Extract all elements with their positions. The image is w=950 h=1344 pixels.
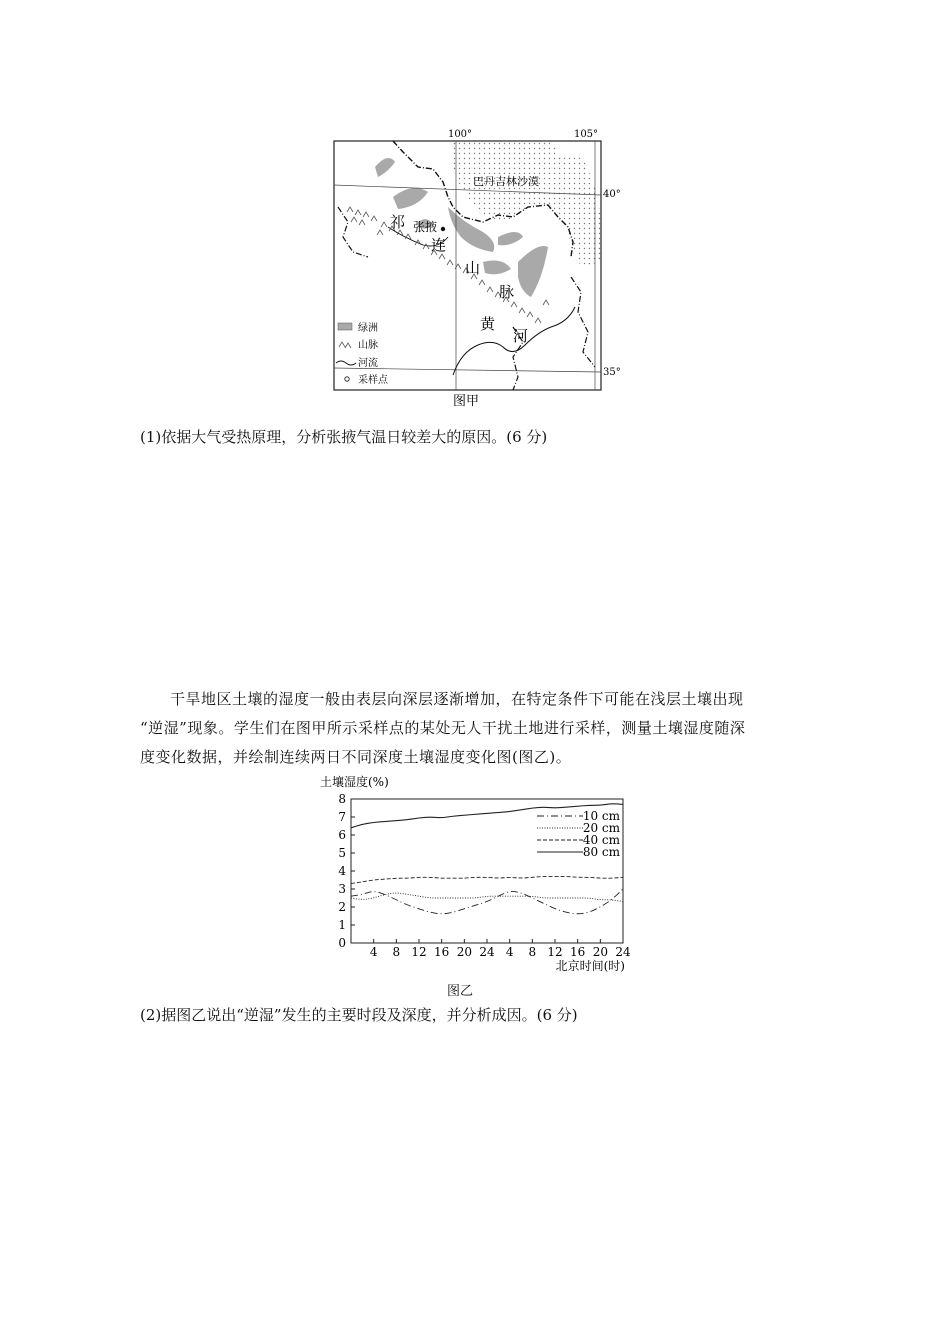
legend-label-20cm: 20 cm (582, 821, 620, 835)
question-2: (2)据图乙说出“逆湿”发生的主要时段及深度，并分析成因。(6 分) (140, 1006, 578, 1024)
intro-paragraph (140, 685, 820, 772)
legend-label-40cm: 40 cm (582, 833, 620, 847)
x-tick-label: 16 (570, 945, 586, 959)
x-tick-label: 4 (505, 945, 514, 959)
legend-river-label: 河流 (358, 358, 378, 369)
question-1: (1)依据大气受热原理，分析张掖气温日较差大的原因。(6 分) (140, 428, 548, 446)
x-tick-label: 4 (369, 945, 378, 959)
x-tick-label: 12 (411, 945, 427, 959)
y-tick-label: 3 (338, 882, 346, 896)
legend-oasis-swatch (338, 323, 352, 330)
legend-label-80cm: 80 cm (582, 845, 620, 859)
y-tick-label: 5 (338, 846, 346, 860)
chart-caption: 图乙 (446, 984, 473, 999)
y-tick-label: 4 (338, 864, 346, 878)
legend-mountain-label: 山脉 (358, 340, 378, 351)
x-tick-label: 24 (615, 945, 631, 959)
x-tick-label: 8 (392, 945, 401, 959)
map-figure (333, 127, 621, 412)
mountain-char-4: 脉 (499, 283, 515, 301)
y-tick-label: 8 (338, 792, 346, 806)
y-tick-label: 2 (338, 900, 346, 914)
map-svg (333, 127, 621, 412)
lat-label-35: 35° (603, 367, 621, 378)
y-tick-label: 6 (338, 828, 346, 842)
legend-oasis-label: 绿洲 (358, 323, 378, 334)
lon-label-105: 105° (573, 129, 599, 140)
city-label: 张掖 (413, 220, 438, 234)
series-line-40cm (351, 876, 623, 883)
legend-sample-label: 采样点 (358, 375, 388, 386)
series-line-10cm (351, 889, 623, 914)
y-axis-label: 土壤湿度(%) (320, 775, 389, 789)
paragraph-line-2: “逆湿”现象。学生们在图甲所示采样点的某处无人干扰土地进行采样，测量土壤湿度随深 (140, 719, 746, 737)
x-axis-label: 北京时间(时) (555, 959, 625, 973)
y-tick-label: 0 (338, 936, 346, 950)
y-tick-label: 1 (338, 918, 346, 932)
lon-label-100: 100° (447, 129, 473, 140)
legend-label-10cm: 10 cm (582, 809, 620, 823)
map-caption: 图甲 (452, 394, 480, 409)
desert-label: 巴丹吉林沙漠 (473, 175, 539, 188)
mountain-char-2: 连 (431, 236, 447, 254)
mountain-char-1: 祁 (390, 213, 406, 231)
paragraph-line-1: 干旱地区土壤的湿度一般由表层向深层逐渐增加，在特定条件下可能在浅层土壤出现 (170, 690, 744, 708)
river-char-2: 河 (513, 327, 529, 345)
y-tick-label: 7 (338, 810, 346, 824)
chart-svg (315, 773, 635, 978)
river-char-1: 黄 (480, 315, 496, 333)
x-tick-label: 24 (479, 945, 495, 959)
x-tick-label: 12 (547, 945, 563, 959)
lat-label-40: 40° (603, 189, 621, 200)
zhangye-point (441, 227, 445, 231)
soil-moisture-chart (315, 773, 635, 978)
x-tick-label: 8 (528, 945, 537, 959)
paragraph-line-3: 度变化数据，并绘制连续两日不同深度土壤湿度变化图(图乙)。 (140, 748, 572, 766)
x-tick-label: 20 (456, 945, 472, 959)
x-tick-label: 16 (434, 945, 450, 959)
x-tick-label: 20 (592, 945, 608, 959)
mountain-char-3: 山 (465, 259, 481, 277)
